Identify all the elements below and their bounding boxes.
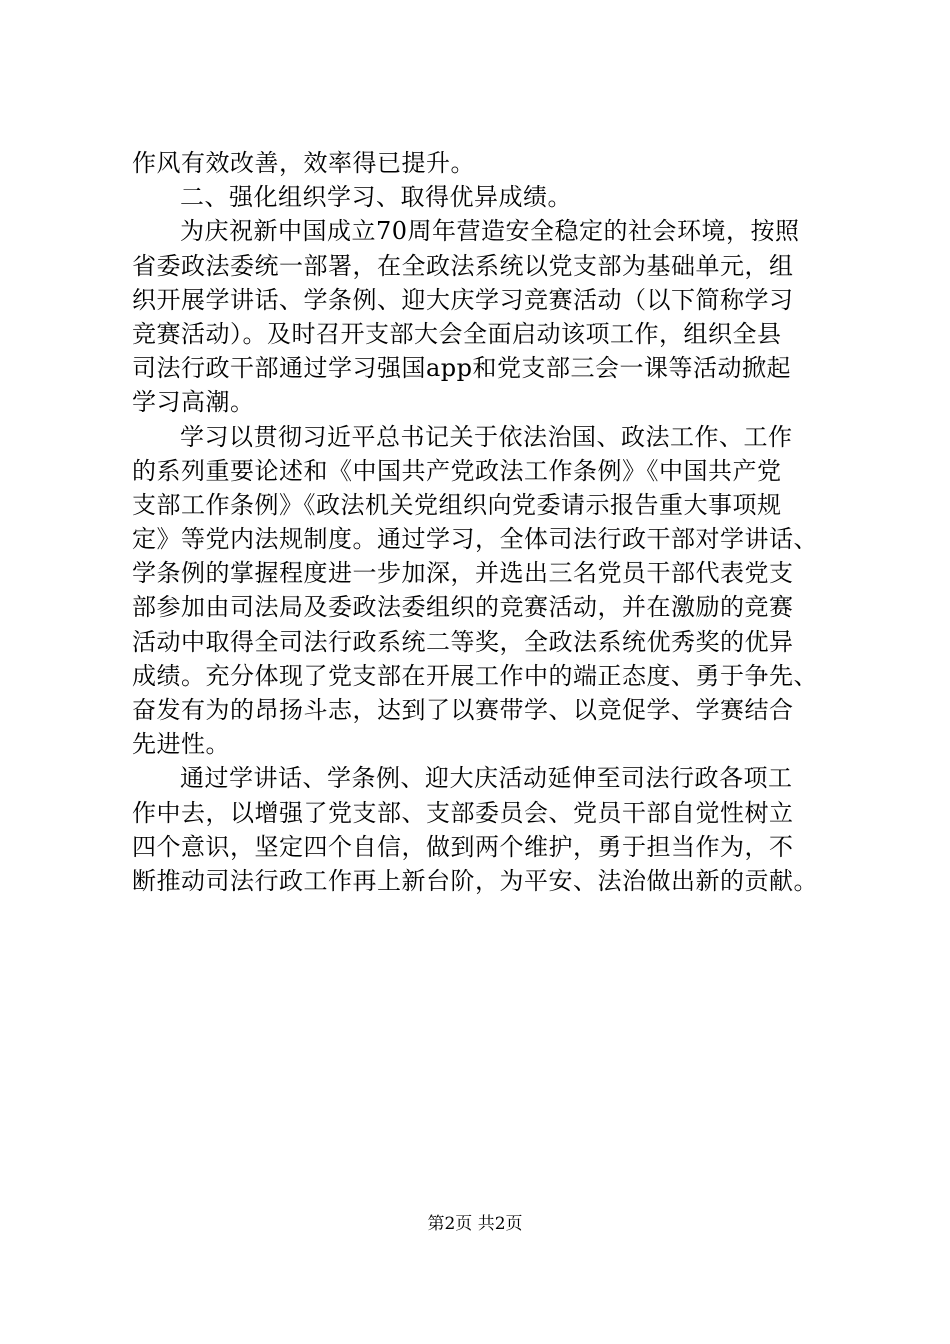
body-line: 四个意识，坚定四个自信，做到两个维护，勇于担当作为，不 [132,832,794,861]
document-body [132,146,852,898]
body-line: 活动中取得全司法行政系统二等奖，全政法系统优秀奖的优异 [132,627,794,656]
body-line: 的系列重要论述和《中国共产党政法工作条例》《中国共产党 [132,456,782,485]
body-line: 作中去，以增强了党支部、支部委员会、党员干部自觉性树立 [132,798,794,827]
body-line: 学习以贯彻习近平总书记关于依法治国、政法工作、工作 [180,422,793,451]
body-line: 织开展学讲话、学条例、迎大庆学习竞赛活动（以下简称学习 [132,285,794,314]
page-number: 第2页 共2页 [427,1214,523,1234]
body-line: 学习高潮。 [132,388,255,417]
body-line: 先进性。 [132,730,230,759]
body-line: 定》等党内法规制度。通过学习，全体司法行政干部对学讲话、 [132,525,818,554]
body-line: 学条例的掌握程度进一步加深，并选出三名党员干部代表党支 [132,559,794,588]
body-line: 断推动司法行政工作再上新台阶，为平安、法治做出新的贡献。 [132,866,818,895]
body-line: 为庆祝新中国成立70周年营造安全稳定的社会环境，按照 [180,217,800,246]
body-line: 司法行政干部通过学习强国app和党支部三会一课等活动掀起 [132,354,792,383]
body-line: 部参加由司法局及委政法委组织的竞赛活动，并在激励的竞赛 [132,593,794,622]
body-line: 支部工作条例》《政法机关党组织向党委请示报告重大事项规 [132,490,782,519]
body-line: 竞赛活动）。及时召开支部大会全面启动该项工作，组织全县 [132,319,782,348]
body-line: 通过学讲话、学条例、迎大庆活动延伸至司法行政各项工 [180,764,793,793]
body-line: 成绩。充分体现了党支部在开展工作中的端正态度、勇于争先、 [132,661,818,690]
body-line: 省委政法委统一部署，在全政法系统以党支部为基础单元，组 [132,251,794,280]
body-line: 奋发有为的昂扬斗志，达到了以赛带学、以竞促学、学赛结合 [132,696,794,724]
body-line: 作风有效改善，效率得已提升。 [132,149,475,177]
section-heading: 二、强化组织学习、取得优异成绩。 [180,183,572,212]
